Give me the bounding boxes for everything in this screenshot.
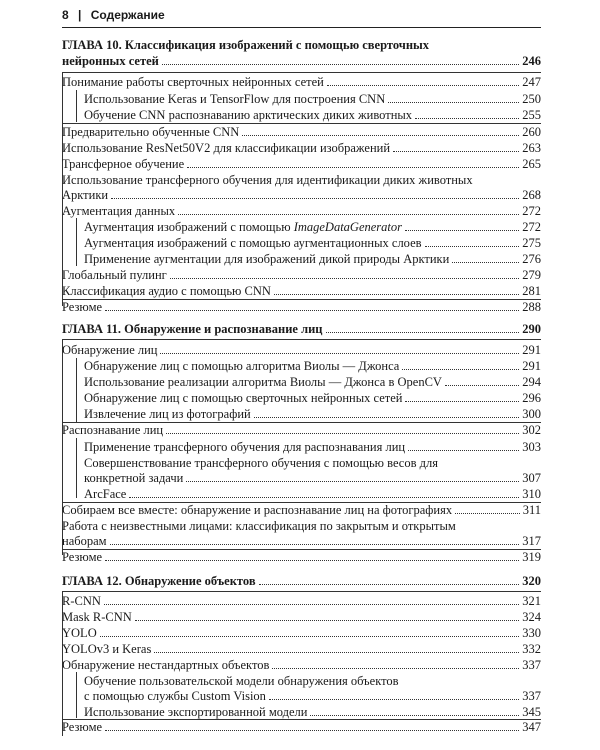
toc-entry: Применение трансферного обучения для распознавания лиц 303 <box>84 440 541 454</box>
toc-entry: с помощью службы Custom Vision 337 <box>84 689 541 703</box>
toc-entry: Распознавание лиц 302 <box>62 423 541 437</box>
toc-entry: Предварительно обученные CNN 260 <box>62 125 541 139</box>
toc-entry: YOLOv3 и Keras 332 <box>62 642 541 656</box>
chapter-12-title: ГЛАВА 12. Обнаружение объектов 320 <box>62 574 541 588</box>
toc-entry-line1: Работа с неизвестными лицами: классификация по закрытым и открытым <box>62 519 456 533</box>
header-separator: | <box>78 8 82 22</box>
chapter-12-block <box>62 574 541 744</box>
chapter-10-title-line1: ГЛАВА 10. Классификация изображений с помощью сверточных <box>62 38 430 52</box>
toc-entry: Использование ResNet50V2 для классификации изображений 263 <box>62 141 541 155</box>
toc-entry-line1: Обучение пользовательской модели обнаружения объектов <box>84 674 399 688</box>
toc-entry: Извлечение лиц из фотографий 300 <box>84 407 541 421</box>
toc-entry: Использование реализации алгоритма Виолы — Джонса в OpenCV 294 <box>84 375 541 389</box>
toc-entry: Понимание работы сверточных нейронных сетей 247 <box>62 75 541 89</box>
toc-entry: Трансферное обучение 265 <box>62 157 541 171</box>
toc-entry: ArcFace 310 <box>84 487 541 501</box>
toc-entry: YOLO 330 <box>62 626 541 640</box>
toc-entry-line1: Совершенствование трансферного обучения с помощью весов для <box>84 456 438 470</box>
running-header <box>62 8 165 22</box>
toc-entry: Аугментация изображений с помощью аугментационных слоев 275 <box>84 236 541 250</box>
toc-entry: Резюме 347 <box>62 720 541 734</box>
chapter-10-title: нейронных сетей 246 <box>62 54 541 68</box>
toc-entry: R-CNN 321 <box>62 594 541 608</box>
toc-entry: Обучение CNN распознаванию арктических диких животных 255 <box>84 108 541 122</box>
toc-entry: Арктики 268 <box>62 188 541 202</box>
toc-entry: Резюме 288 <box>62 300 541 314</box>
toc-entry: Резюме 319 <box>62 550 541 564</box>
toc-entry: Обнаружение лиц с помощью сверточных нейронных сетей 296 <box>84 391 541 405</box>
chapter-11-title: ГЛАВА 11. Обнаружение и распознавание лиц 290 <box>62 322 541 336</box>
toc-entry: Использование экспортированной модели 345 <box>84 705 541 719</box>
toc-entry: Обнаружение лиц 291 <box>62 343 541 357</box>
toc-entry: Обнаружение лиц с помощью алгоритма Виолы — Джонса 291 <box>84 359 541 373</box>
toc-entry: наборам 317 <box>62 534 541 548</box>
toc-entry: Аугментация данных 272 <box>62 204 541 218</box>
toc-entry: Классификация аудио с помощью CNN 281 <box>62 284 541 298</box>
toc-entry: Использование Keras и TensorFlow для построения CNN 250 <box>84 92 541 106</box>
toc-entry: Применение аугментации для изображений дикой природы Арктики 276 <box>84 252 541 266</box>
toc-entry: Собираем все вместе: обнаружение и распознавание лиц на фотографиях 311 <box>62 503 541 517</box>
toc-entry: Глобальный пулинг 279 <box>62 268 541 282</box>
toc-entry: конкретной задачи 307 <box>84 471 541 485</box>
toc-entry: Обнаружение нестандартных объектов 337 <box>62 658 541 672</box>
toc-entry-line1: Использование трансферного обучения для идентификации диких животных <box>62 173 473 187</box>
chapter-10-block <box>62 38 541 314</box>
header-title: Содержание <box>90 8 165 22</box>
chapter-11-block <box>62 322 541 562</box>
toc-entry: Mask R-CNN 324 <box>62 610 541 624</box>
page-number: 8 <box>62 8 69 22</box>
toc-entry: Аугментация изображений с помощью ImageDataGenerator 272 <box>84 220 541 234</box>
header-rule <box>62 27 541 28</box>
chapter-page: 246 <box>522 54 541 68</box>
